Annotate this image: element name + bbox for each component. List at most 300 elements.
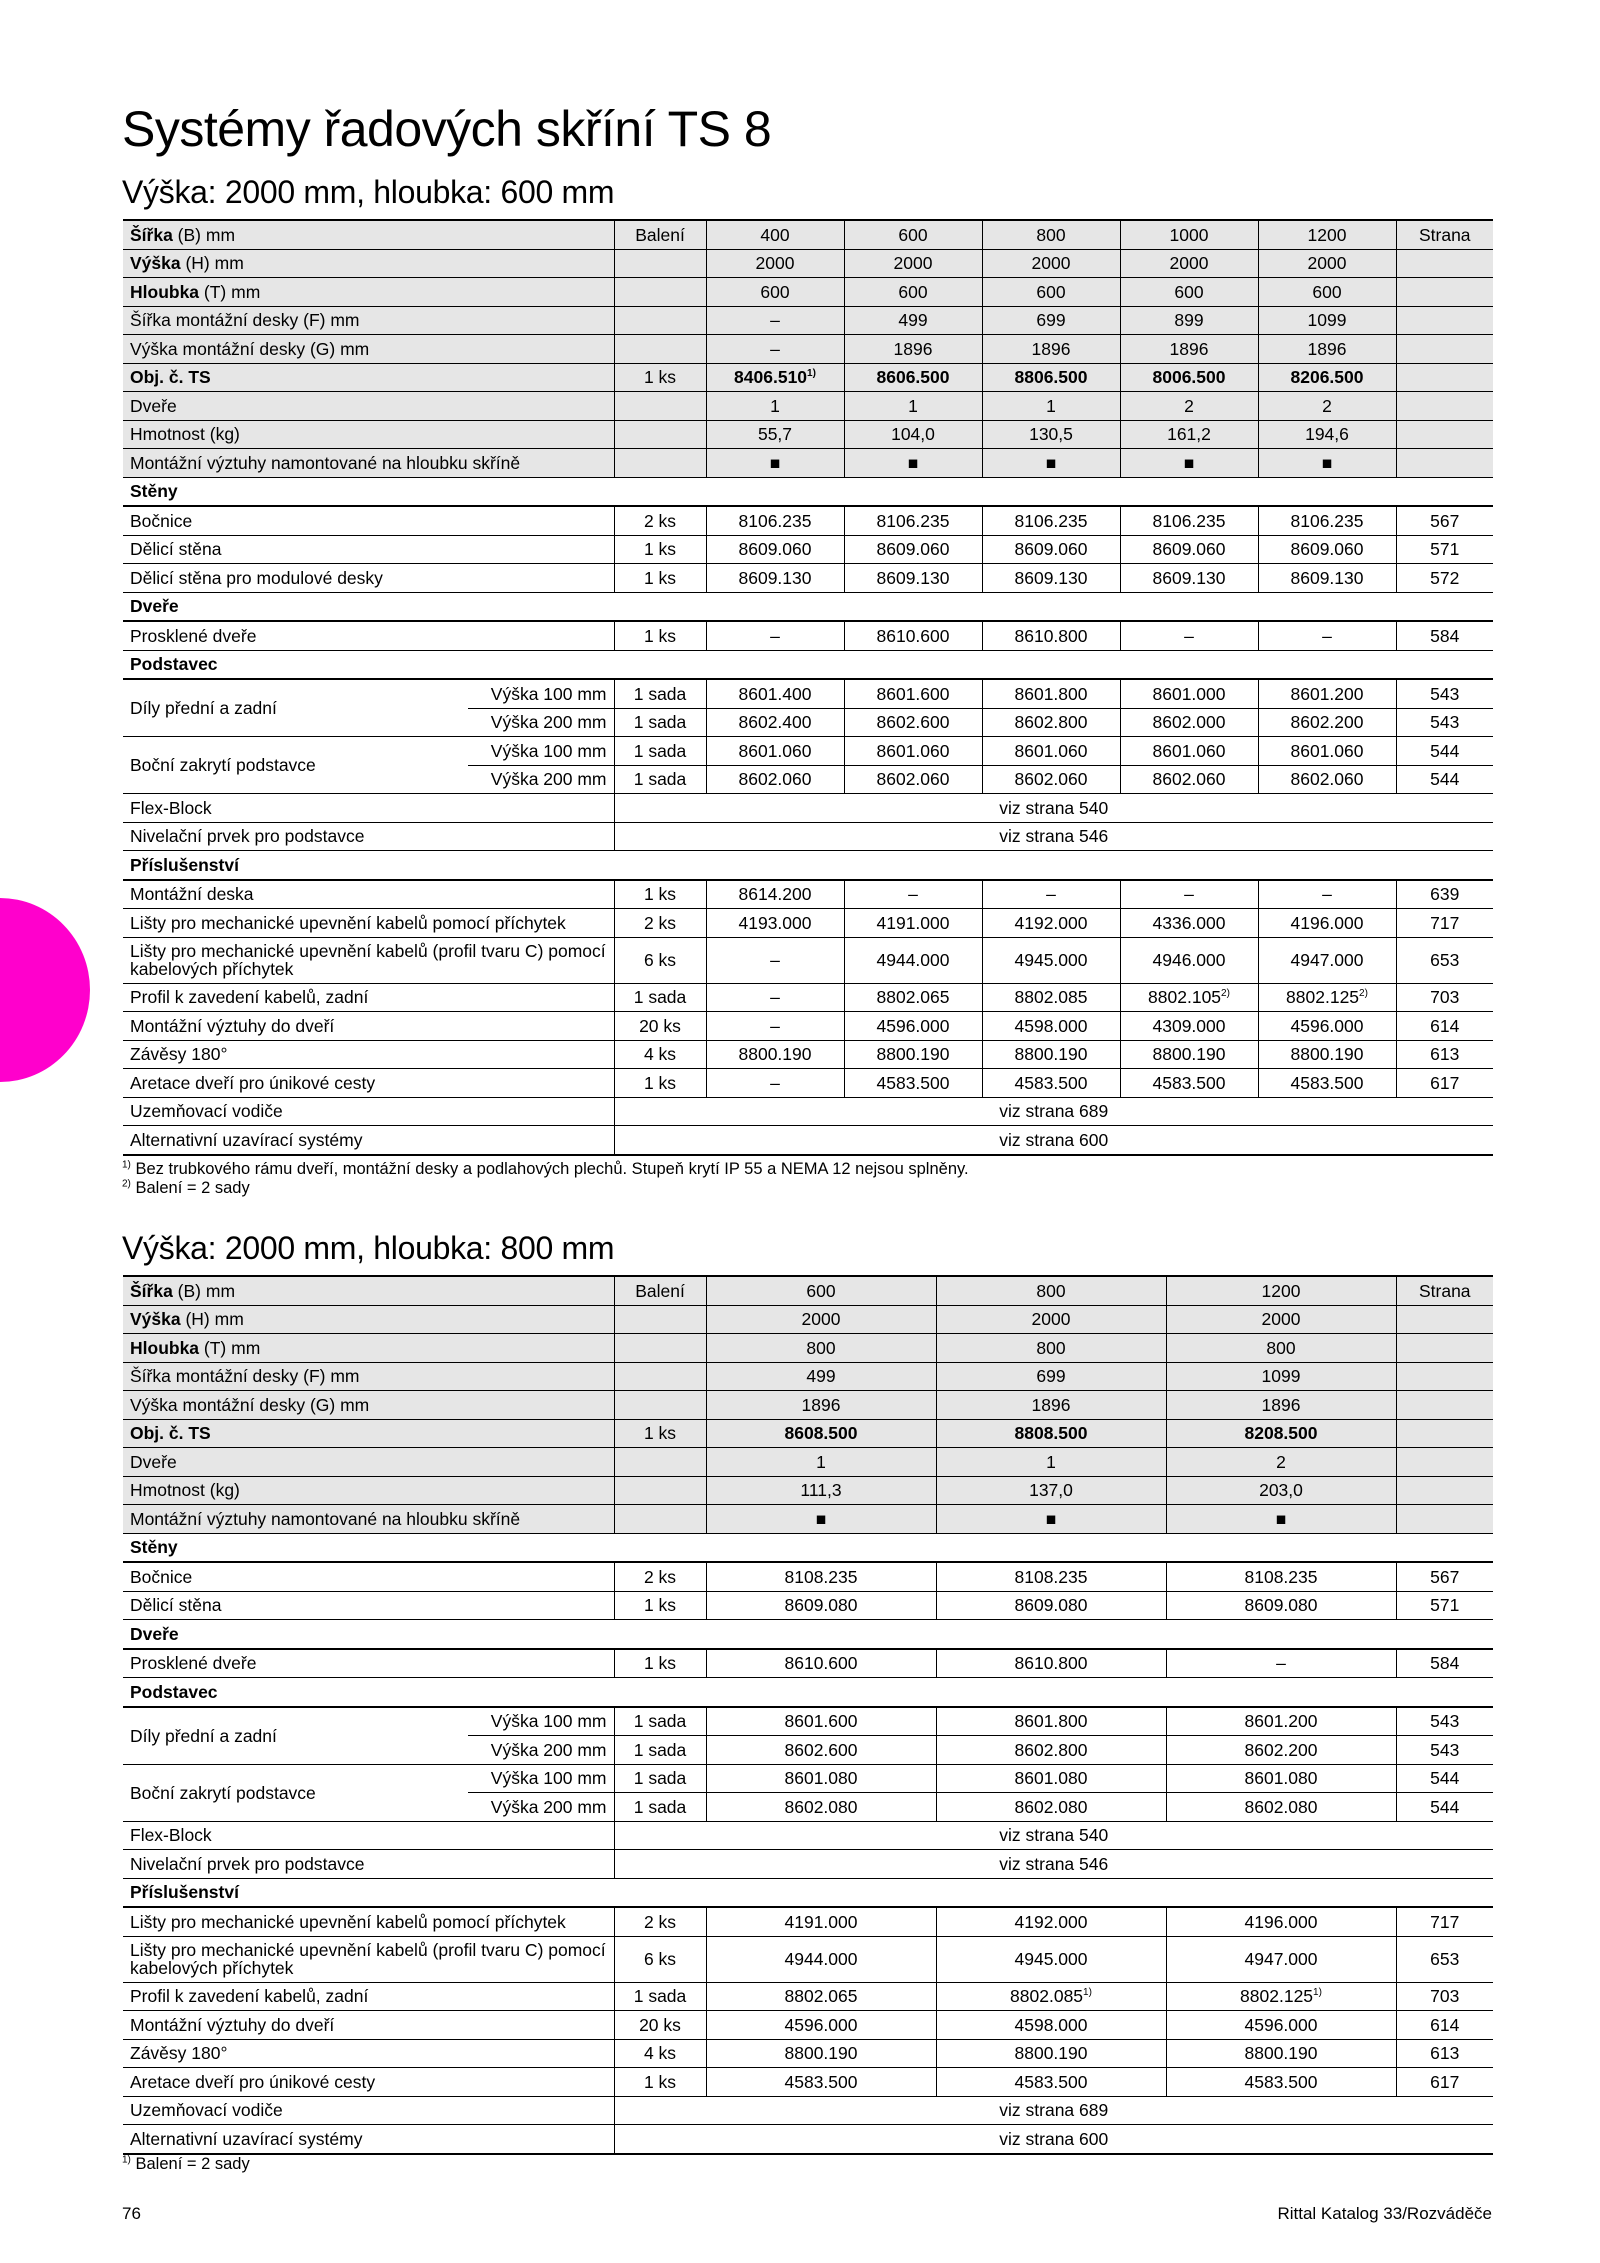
cell: 1	[982, 392, 1120, 421]
table-row	[123, 535, 1493, 564]
cell: 8601.060	[982, 737, 1120, 766]
page-ref: 571	[1396, 1591, 1493, 1620]
page-ref: 614	[1396, 1012, 1493, 1041]
order-number: 8608.500	[706, 1419, 936, 1448]
page-ref: 614	[1396, 2011, 1493, 2040]
cell: 8610.800	[982, 621, 1120, 650]
row-label: Profil k zavedení kabelů, zadní	[123, 983, 614, 1012]
row-label: Díly přední a zadní	[123, 679, 468, 737]
width-label: Šířka (B) mm	[123, 220, 614, 249]
row-label: Dělicí stěna	[123, 1591, 614, 1620]
packaging-cell: 2 ks	[614, 909, 706, 938]
table1-spec-table	[123, 219, 1493, 1156]
cell: 8601.200	[1258, 679, 1396, 708]
page-ref: 544	[1396, 1764, 1493, 1793]
table-row	[123, 1982, 1493, 2011]
cell: 1896	[982, 335, 1120, 364]
cell: 8800.190	[982, 1040, 1120, 1069]
column-header: 800	[936, 1276, 1166, 1305]
table-row	[123, 1476, 1493, 1505]
order-number: 8406.510$^{1)}$	[706, 363, 844, 392]
row-label: Bočnice	[123, 506, 614, 535]
cell: 8609.060	[1258, 535, 1396, 564]
page-ref: 567	[1396, 506, 1493, 535]
page-ref: 543	[1396, 708, 1493, 737]
cell: 600	[982, 278, 1120, 307]
cell: –	[706, 937, 844, 983]
cell: 600	[844, 278, 982, 307]
table-row	[123, 2096, 1493, 2125]
cell: 8108.235	[1166, 1562, 1396, 1591]
table-row	[123, 1907, 1493, 1936]
height-sublabel: Výška 200 mm	[468, 1736, 614, 1765]
row-label: Boční zakrytí podstavce	[123, 1764, 468, 1821]
table-row	[123, 564, 1493, 593]
cell: 8106.235	[706, 506, 844, 535]
square-bullet-icon: ■	[706, 449, 844, 478]
footnote: $^{2)}$ Balení = 2 sady	[122, 1178, 250, 1197]
cell: 8800.190	[1120, 1040, 1258, 1069]
cell: 8609.060	[706, 535, 844, 564]
square-bullet-icon: ■	[1258, 449, 1396, 478]
cell: 1896	[706, 1391, 936, 1420]
page-ref: 717	[1396, 909, 1493, 938]
cell: 1	[706, 392, 844, 421]
row-label: Obj. č. TS	[123, 363, 614, 392]
table-row	[123, 1391, 1493, 1420]
row-label: Výška montážní desky (G) mm	[123, 1391, 614, 1420]
page-ref: 544	[1396, 737, 1493, 766]
packaging-cell: 1 ks	[614, 1591, 706, 1620]
cell: 4583.500	[1120, 1069, 1258, 1098]
section-title: Dveře	[123, 1620, 1493, 1649]
cell: 8609.060	[1120, 535, 1258, 564]
row-label: Montážní výztuhy do dveří	[123, 1012, 614, 1041]
cell: 8108.235	[706, 1562, 936, 1591]
cell: –	[706, 1012, 844, 1041]
cell: 8601.200	[1166, 1707, 1396, 1736]
height-sublabel: Výška 100 mm	[468, 737, 614, 766]
decorative-tab-marker	[0, 898, 90, 1082]
cell: 8609.130	[844, 564, 982, 593]
cell: 600	[1120, 278, 1258, 307]
page-header: Strana	[1396, 1276, 1493, 1305]
page-ref: 584	[1396, 621, 1493, 650]
section-title: Příslušenství	[123, 1878, 1493, 1907]
cell: 4944.000	[706, 1936, 936, 1982]
order-number: 8806.500	[982, 363, 1120, 392]
page-number: 76	[122, 2204, 141, 2223]
cell: –	[706, 306, 844, 335]
table-row	[123, 679, 1493, 708]
cell: 2000	[936, 1305, 1166, 1334]
cell: 4192.000	[982, 909, 1120, 938]
cell: 1099	[1166, 1362, 1396, 1391]
packaging-cell: 2 ks	[614, 1562, 706, 1591]
square-bullet-icon: ■	[982, 449, 1120, 478]
cell: 4945.000	[982, 937, 1120, 983]
cell: 161,2	[1120, 420, 1258, 449]
cell: 1896	[1120, 335, 1258, 364]
table2-spec-table	[123, 1275, 1493, 2155]
page-ref: 543	[1396, 679, 1493, 708]
row-label: Závěsy 180°	[123, 2039, 614, 2068]
row-label: Uzemňovací vodiče	[123, 2096, 614, 2125]
row-label: Hloubka (T) mm	[123, 1334, 614, 1363]
table-row	[123, 1012, 1493, 1041]
cell: 8802.085	[982, 983, 1120, 1012]
packaging-cell: 1 sada	[614, 708, 706, 737]
packaging-cell: 1 ks	[614, 1649, 706, 1678]
page-ref: 613	[1396, 2039, 1493, 2068]
packaging-cell: 1 sada	[614, 765, 706, 794]
cell: 8800.190	[844, 1040, 982, 1069]
order-number-row	[123, 1419, 1493, 1448]
cell: –	[844, 880, 982, 909]
page-ref: 584	[1396, 1649, 1493, 1678]
cell: 8802.125$^{1)}$	[1166, 1982, 1396, 2011]
cell: 899	[1120, 306, 1258, 335]
table-row	[123, 1505, 1493, 1534]
packaging-cell: 6 ks	[614, 937, 706, 983]
cell: 499	[706, 1362, 936, 1391]
cell: 8602.080	[1166, 1793, 1396, 1822]
table-row	[123, 1764, 1493, 1793]
cell: 8601.600	[844, 679, 982, 708]
cell: 4596.000	[706, 2011, 936, 2040]
cell: 8610.800	[936, 1649, 1166, 1678]
cell: 1	[936, 1448, 1166, 1477]
table-row	[123, 1936, 1493, 1982]
cell: 2000	[844, 249, 982, 278]
row-label: Dveře	[123, 392, 614, 421]
cell: 8601.060	[706, 737, 844, 766]
cell: 2	[1166, 1448, 1396, 1477]
table-row	[123, 880, 1493, 909]
table-row	[123, 794, 1493, 823]
cell: –	[706, 1069, 844, 1098]
row-label: Flex-Block	[123, 1821, 614, 1850]
section-header	[123, 1878, 1493, 1907]
cell: 8601.080	[1166, 1764, 1396, 1793]
table-row	[123, 2068, 1493, 2097]
packaging-cell: 1 ks	[614, 1069, 706, 1098]
row-label: Výška (H) mm	[123, 1305, 614, 1334]
page-ref: 653	[1396, 937, 1493, 983]
page-header: Strana	[1396, 220, 1493, 249]
cell: 8610.600	[844, 621, 982, 650]
cell: 8601.080	[706, 1764, 936, 1793]
cell: 4196.000	[1166, 1907, 1396, 1936]
row-label: Obj. č. TS	[123, 1419, 614, 1448]
table-row	[123, 2125, 1493, 2154]
cell: 4596.000	[1166, 2011, 1396, 2040]
table-row	[123, 1305, 1493, 1334]
cell: 8802.085$^{1)}$	[936, 1982, 1166, 2011]
cell: 4192.000	[936, 1907, 1166, 1936]
cell: 104,0	[844, 420, 982, 449]
table-row	[123, 392, 1493, 421]
table-row	[123, 1334, 1493, 1363]
packaging-cell: 1 sada	[614, 679, 706, 708]
table-row	[123, 249, 1493, 278]
cell: 4598.000	[982, 1012, 1120, 1041]
cell: 2000	[1120, 249, 1258, 278]
cell: 8106.235	[982, 506, 1120, 535]
cell: 8602.080	[706, 1793, 936, 1822]
section-title: Stěny	[123, 1533, 1493, 1562]
cell: 4583.500	[706, 2068, 936, 2097]
cell: 2	[1258, 392, 1396, 421]
page-ref: 571	[1396, 535, 1493, 564]
table-row	[123, 909, 1493, 938]
packaging-cell: 1 sada	[614, 1793, 706, 1822]
column-header: 600	[706, 1276, 936, 1305]
square-bullet-icon: ■	[936, 1505, 1166, 1534]
packaging-header: Balení	[614, 220, 706, 249]
cell: 1099	[1258, 306, 1396, 335]
page-ref: 567	[1396, 1562, 1493, 1591]
height-sublabel: Výška 200 mm	[468, 765, 614, 794]
packaging-cell: 1 ks	[614, 535, 706, 564]
cell: 8800.190	[1166, 2039, 1396, 2068]
order-number: 8208.500	[1166, 1419, 1396, 1448]
table-row	[123, 737, 1493, 766]
page-ref: 543	[1396, 1707, 1493, 1736]
table-row	[123, 506, 1493, 535]
footnote: $^{1)}$ Balení = 2 sady	[122, 2154, 250, 2173]
packaging-cell: 1 ks	[614, 1419, 706, 1448]
section-title: Podstavec	[123, 1678, 1493, 1707]
packaging-cell: 1 ks	[614, 2068, 706, 2097]
table-row	[123, 335, 1493, 364]
table-row	[123, 2011, 1493, 2040]
order-number: 8206.500	[1258, 363, 1396, 392]
row-label: Dveře	[123, 1448, 614, 1477]
height-sublabel: Výška 100 mm	[468, 1707, 614, 1736]
row-label: Prosklené dveře	[123, 621, 614, 650]
table-row	[123, 937, 1493, 983]
cell: 137,0	[936, 1476, 1166, 1505]
section-header	[123, 1678, 1493, 1707]
packaging-cell: 4 ks	[614, 2039, 706, 2068]
cell: 8602.200	[1258, 708, 1396, 737]
cell: 4196.000	[1258, 909, 1396, 938]
cell: 8800.190	[1258, 1040, 1396, 1069]
cell: 2000	[706, 1305, 936, 1334]
cell: 8609.060	[844, 535, 982, 564]
cell: 8602.800	[982, 708, 1120, 737]
packaging-cell: 1 sada	[614, 1736, 706, 1765]
table-row	[123, 1707, 1493, 1736]
page-reference: viz strana 540	[614, 794, 1493, 823]
cell: 8602.200	[1166, 1736, 1396, 1765]
footer-catalog-title: Rittal Katalog 33/Rozváděče	[1277, 2204, 1492, 2223]
row-label: Boční zakrytí podstavce	[123, 737, 468, 794]
height-sublabel: Výška 100 mm	[468, 1764, 614, 1793]
cell: 8602.600	[706, 1736, 936, 1765]
cell: 600	[1258, 278, 1396, 307]
cell: 800	[706, 1334, 936, 1363]
table1-footnotes	[122, 1160, 969, 1198]
column-header: 800	[982, 220, 1120, 249]
row-label: Flex-Block	[123, 794, 614, 823]
table-row	[123, 1126, 1493, 1155]
packaging-header: Balení	[614, 1276, 706, 1305]
page-ref: 703	[1396, 983, 1493, 1012]
cell: 4947.000	[1166, 1936, 1396, 1982]
cell: 499	[844, 306, 982, 335]
cell: 8602.060	[1120, 765, 1258, 794]
cell: 2	[1120, 392, 1258, 421]
cell: 8602.000	[1120, 708, 1258, 737]
cell: 8609.080	[706, 1591, 936, 1620]
row-label: Montážní výztuhy do dveří	[123, 2011, 614, 2040]
table-row	[123, 2039, 1493, 2068]
cell: 4596.000	[1258, 1012, 1396, 1041]
cell: 8601.080	[936, 1764, 1166, 1793]
table-row	[123, 822, 1493, 851]
cell: 8601.060	[844, 737, 982, 766]
cell: 8601.600	[706, 1707, 936, 1736]
page-ref: 544	[1396, 1793, 1493, 1822]
cell: 55,7	[706, 420, 844, 449]
table2-subtitle: Výška: 2000 mm, hloubka: 800 mm	[122, 1230, 615, 1266]
cell: 8609.130	[1120, 564, 1258, 593]
section-header	[123, 477, 1493, 506]
cell: 8602.060	[982, 765, 1120, 794]
cell: 4944.000	[844, 937, 982, 983]
page-reference: viz strana 689	[614, 1097, 1493, 1126]
column-header: 600	[844, 220, 982, 249]
cell: 2000	[706, 249, 844, 278]
cell: 699	[936, 1362, 1166, 1391]
cell: –	[706, 983, 844, 1012]
cell: 8601.800	[936, 1707, 1166, 1736]
page-ref: 572	[1396, 564, 1493, 593]
cell: 8802.125$^{2)}$	[1258, 983, 1396, 1012]
cell: 4191.000	[706, 1907, 936, 1936]
cell: 1896	[1166, 1391, 1396, 1420]
packaging-cell: 1 sada	[614, 983, 706, 1012]
packaging-cell: 2 ks	[614, 506, 706, 535]
order-number: 8606.500	[844, 363, 982, 392]
row-label: Lišty pro mechanické upevnění kabelů (profil tvaru C) pomocí kabelových příchytek	[123, 937, 614, 983]
cell: 8802.065	[706, 1982, 936, 2011]
page-ref: 613	[1396, 1040, 1493, 1069]
column-header: 1000	[1120, 220, 1258, 249]
order-number-row	[123, 363, 1493, 392]
row-label: Šířka montážní desky (F) mm	[123, 306, 614, 335]
height-sublabel: Výška 200 mm	[468, 708, 614, 737]
cell: 8614.200	[706, 880, 844, 909]
cell: 8802.105$^{2)}$	[1120, 983, 1258, 1012]
order-number: 8808.500	[936, 1419, 1166, 1448]
cell: –	[706, 335, 844, 364]
cell: –	[706, 621, 844, 650]
cell: 4583.500	[1166, 2068, 1396, 2097]
cell: 8601.400	[706, 679, 844, 708]
cell: 4193.000	[706, 909, 844, 938]
table-row	[123, 1562, 1493, 1591]
row-label: Závěsy 180°	[123, 1040, 614, 1069]
packaging-cell: 1 sada	[614, 737, 706, 766]
cell: 800	[1166, 1334, 1396, 1363]
cell: 699	[982, 306, 1120, 335]
table-row	[123, 306, 1493, 335]
row-label: Prosklené dveře	[123, 1649, 614, 1678]
table-row	[123, 1097, 1493, 1126]
packaging-cell: 1 sada	[614, 1764, 706, 1793]
cell: 4583.500	[844, 1069, 982, 1098]
row-label: Výška montážní desky (G) mm	[123, 335, 614, 364]
row-label: Uzemňovací vodiče	[123, 1097, 614, 1126]
cell: 8108.235	[936, 1562, 1166, 1591]
cell: 8609.080	[936, 1591, 1166, 1620]
table-row	[123, 1448, 1493, 1477]
page-ref: 543	[1396, 1736, 1493, 1765]
packaging-cell: 20 ks	[614, 1012, 706, 1041]
packaging-cell: 4 ks	[614, 1040, 706, 1069]
cell: 4583.500	[1258, 1069, 1396, 1098]
row-label: Montážní výztuhy namontované na hloubku skříně	[123, 1505, 614, 1534]
table-row	[123, 1069, 1493, 1098]
table-row	[123, 1821, 1493, 1850]
row-label: Lišty pro mechanické upevnění kabelů pomocí příchytek	[123, 1907, 614, 1936]
cell: –	[1166, 1649, 1396, 1678]
square-bullet-icon: ■	[1120, 449, 1258, 478]
table-row	[123, 278, 1493, 307]
table-row	[123, 1362, 1493, 1391]
cell: –	[982, 880, 1120, 909]
section-header	[123, 592, 1493, 621]
cell: 8106.235	[844, 506, 982, 535]
cell: 8609.060	[982, 535, 1120, 564]
packaging-cell: 1 sada	[614, 1982, 706, 2011]
packaging-cell: 1 ks	[614, 363, 706, 392]
section-header	[123, 1533, 1493, 1562]
packaging-cell: 1 ks	[614, 621, 706, 650]
square-bullet-icon: ■	[706, 1505, 936, 1534]
page-ref: 639	[1396, 880, 1493, 909]
cell: 8800.190	[936, 2039, 1166, 2068]
page-reference: viz strana 689	[614, 2096, 1493, 2125]
page-title: Systémy řadových skříní TS 8	[122, 101, 772, 157]
cell: –	[1120, 621, 1258, 650]
header-row	[123, 220, 1493, 249]
cell: 8602.060	[844, 765, 982, 794]
cell: 8602.400	[706, 708, 844, 737]
cell: 8602.800	[936, 1736, 1166, 1765]
cell: 1896	[936, 1391, 1166, 1420]
column-header: 1200	[1166, 1276, 1396, 1305]
packaging-cell: 2 ks	[614, 1907, 706, 1936]
cell: 1	[844, 392, 982, 421]
cell: 8106.235	[1258, 506, 1396, 535]
row-label: Hmotnost (kg)	[123, 420, 614, 449]
row-label: Lišty pro mechanické upevnění kabelů pomocí příchytek	[123, 909, 614, 938]
cell: 130,5	[982, 420, 1120, 449]
row-label: Profil k zavedení kabelů, zadní	[123, 1982, 614, 2011]
page-ref: 717	[1396, 1907, 1493, 1936]
page-reference: viz strana 546	[614, 1850, 1493, 1879]
column-header: 1200	[1258, 220, 1396, 249]
row-label: Alternativní uzavírací systémy	[123, 1126, 614, 1155]
row-label: Šířka montážní desky (F) mm	[123, 1362, 614, 1391]
table1-subtitle: Výška: 2000 mm, hloubka: 600 mm	[122, 174, 615, 210]
table-row	[123, 1850, 1493, 1879]
cell: 8609.080	[1166, 1591, 1396, 1620]
